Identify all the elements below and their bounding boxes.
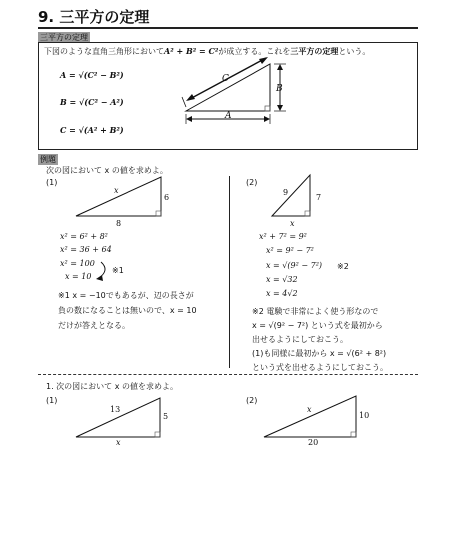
exercise-2-side: 10 <box>359 411 370 420</box>
example-2-mark: ※2 <box>337 262 349 271</box>
example-1-note-1: ※1 x = −10でもあるが、辺の長さが <box>58 291 194 300</box>
example-2-step-5: x = 4√2 <box>266 289 298 298</box>
example-2-number: (2) <box>246 178 258 187</box>
formula-a: A = √(C² − B²) <box>60 70 124 80</box>
example-2-hyp: 9 <box>283 188 289 197</box>
exercise-1-hyp: 13 <box>110 405 121 414</box>
exercise-1-side: 5 <box>163 412 169 421</box>
example-1-step-2: x² = 36 + 64 <box>60 245 112 254</box>
formula-b: B = √(C² − A²) <box>60 97 124 107</box>
example-2-note-5: という式を出せるようにしておこう。 <box>252 363 388 372</box>
theorem-statement-pre: 下図のような直角三角形において <box>44 47 164 56</box>
example-2-step-4: x = √32 <box>266 275 298 284</box>
theorem-statement-post: という。 <box>338 47 371 56</box>
exercise-1-base: x <box>116 438 121 447</box>
theorem-statement-mid: が成立する。これを <box>218 47 291 56</box>
example-2-step-1: x² + 7² = 9² <box>259 232 307 241</box>
exercise-1-number: (1) <box>46 396 58 405</box>
example-2-step-2: x² = 9² − 7² <box>266 246 314 255</box>
example-section-label: 例題 <box>40 155 56 164</box>
example-1-note-3: だけが答えとなる。 <box>58 321 130 330</box>
example-1-base: 8 <box>116 219 122 228</box>
page-title: 9. 三平方の定理 <box>38 8 150 26</box>
theorem-equation: A² + B² = C² <box>164 46 219 56</box>
example-2-note-1: ※2 電験で非常によく使う形なので <box>252 307 379 316</box>
formula-c: C = √(A² + B²) <box>60 125 124 135</box>
fig-label-a: A <box>225 111 232 121</box>
example-2-step-3: x = √(9² − 7²) <box>266 261 323 270</box>
example-1-side: 6 <box>164 193 170 202</box>
theorem-section-label: 三平方の定理 <box>40 33 88 42</box>
example-1-mark: ※1 <box>112 266 124 275</box>
fig-label-b: B <box>276 84 283 94</box>
exercise-2-hyp: x <box>307 405 312 414</box>
example-2-note-2: x = √(9² − 7²) という式を最初から <box>252 321 383 330</box>
exercise-instruction: 1. 次の図において x の値を求めよ。 <box>46 382 178 391</box>
example-1-step-3: x² = 100 <box>60 259 95 268</box>
example-1-hyp: x <box>114 186 119 195</box>
theorem-name: 三平方の定理 <box>290 47 339 56</box>
exercise-2-number: (2) <box>246 396 258 405</box>
example-1-note-2: 負の数になることは無いので、x = 10 <box>58 306 197 315</box>
example-1-step-1: x² = 6² + 8² <box>60 232 108 241</box>
example-2-base: x <box>290 219 295 228</box>
example-instruction: 次の図において x の値を求めよ。 <box>46 166 168 175</box>
fig-label-c: C <box>222 74 229 84</box>
example-1-step-4: x = 10 <box>65 272 92 281</box>
example-2-side: 7 <box>316 193 322 202</box>
example-2-note-4: (1)も同様に最初から x = √(6² + 8²) <box>252 349 387 358</box>
example-1-number: (1) <box>46 178 58 187</box>
example-2-note-3: 出せるようにしておこう。 <box>252 335 348 344</box>
exercise-2-base: 20 <box>308 438 319 447</box>
